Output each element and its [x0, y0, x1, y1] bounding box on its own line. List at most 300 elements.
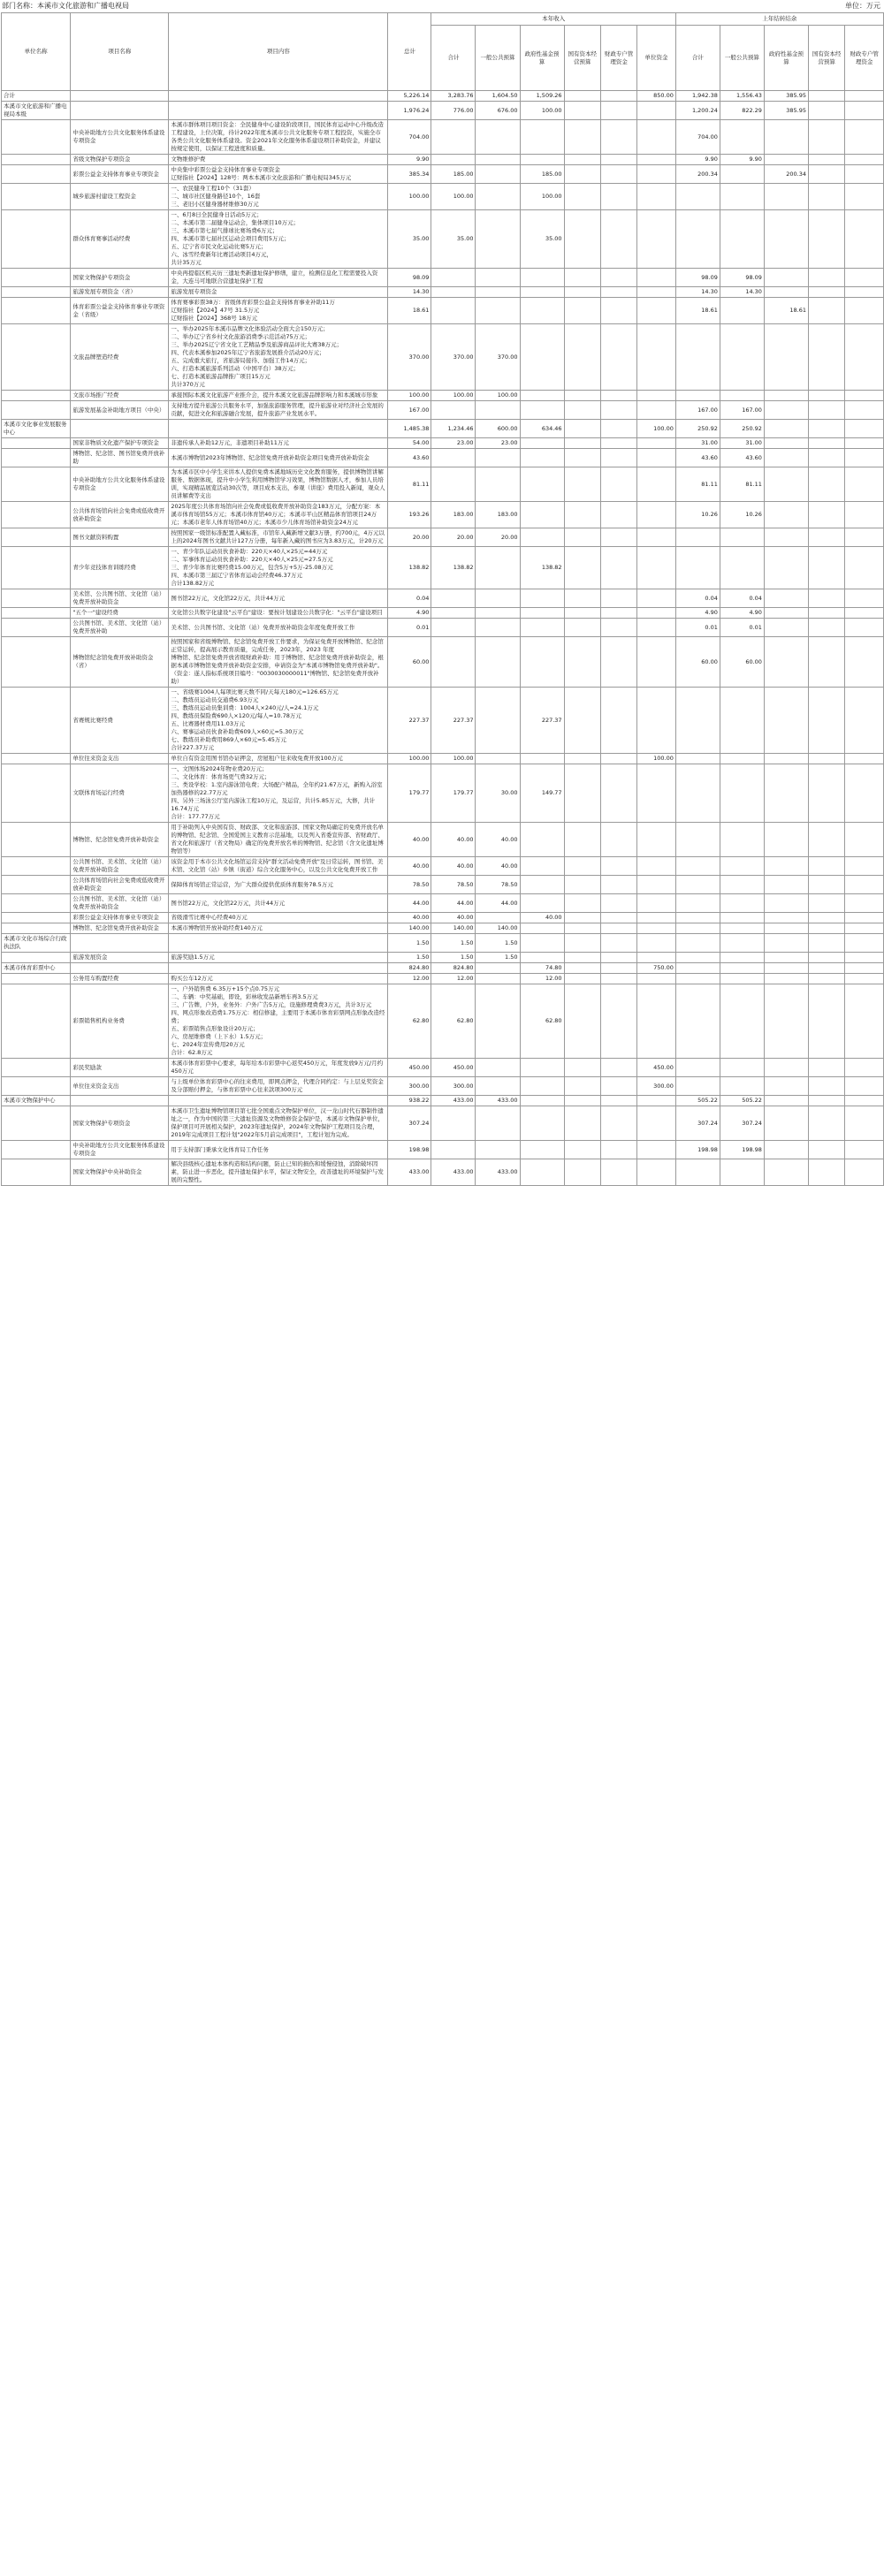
cell-value [808, 528, 844, 547]
table-row [2, 1106, 884, 1141]
table-row [2, 688, 884, 754]
cell-value [476, 467, 520, 502]
cell-value [808, 876, 844, 894]
cell-unit-name [2, 1059, 71, 1077]
cell-unit-name [2, 974, 71, 984]
cell-value [600, 401, 636, 420]
cell-value [764, 1106, 808, 1141]
cell-value [845, 953, 884, 963]
cell-value: 300.00 [388, 1077, 431, 1096]
cell-value [808, 184, 844, 210]
cell-value [600, 754, 636, 764]
cell-value [808, 324, 844, 391]
cell-value: 824.80 [388, 963, 431, 974]
cell-value: 505.22 [720, 1096, 764, 1106]
cell-value [476, 974, 520, 984]
cell-unit-name [2, 857, 71, 876]
cell-value: 370.00 [388, 324, 431, 391]
cell-content: 本溪市卫生遗址博物馆项目第七批全国重点文物保护单位，汉一龙山时代石器制作遗址之一，作为中国的第三大遗址资源及文物维修资金保护是，本溪市文物保护单位，保护项目可开展相关保护，2023年遗址保护，2024年文物保护工程项目及合理，2019年完成项目工程计划"2022年5月前完成项目"，工程计划为完成。 [169, 1106, 388, 1141]
cell-value [564, 467, 600, 502]
cell-value [564, 547, 600, 589]
cell-value [845, 102, 884, 120]
cell-value: 1,604.50 [476, 91, 520, 102]
cell-value: 100.00 [388, 754, 431, 764]
cell-value [764, 1159, 808, 1186]
cell-unit-name [2, 269, 71, 287]
cell-value: 62.80 [431, 984, 476, 1059]
cell-value [764, 467, 808, 502]
table-row [2, 420, 884, 438]
cell-value: 1.50 [476, 953, 520, 963]
cell-unit-name [2, 589, 71, 608]
cell-value [808, 502, 844, 528]
cell-unit-name: 本溪市文化市场综合行政执法队 [2, 934, 71, 953]
cell-value [808, 764, 844, 823]
cell-value [720, 876, 764, 894]
col-sub: 国有资本经营预算 [564, 26, 600, 91]
cell-value [637, 688, 676, 754]
cell-value [564, 876, 600, 894]
cell-value: 167.00 [720, 401, 764, 420]
cell-value [564, 823, 600, 857]
cell-value [564, 619, 600, 637]
cell-value [520, 1159, 564, 1186]
cell-content: 文物维修护费 [169, 155, 388, 165]
cell-value [845, 1077, 884, 1096]
cell-value [675, 823, 720, 857]
cell-value: 167.00 [675, 401, 720, 420]
cell-value [845, 502, 884, 528]
cell-value [431, 155, 476, 165]
cell-content: 一、农民健身工程10个（31套） 二、城市社区健身路径10个，16套 三、老旧小区健身器材维修30万元 [169, 184, 388, 210]
cell-value: 250.92 [675, 420, 720, 438]
cell-value [637, 823, 676, 857]
cell-value [600, 934, 636, 953]
cell-content: 一、文图体场2024年物业费20万元； 二、文化体育：体育场更气费32万元； 三、类设学校：1.室内游泳馆电费；大场配户精品，全年约21.67万元，新购入浴室加热器修的22.77万元 四、另外三场泳公厅室内游泳工程10万元，及运营，共计5.85万元，大修，共计16.74万元 合计：177.77万元 [169, 764, 388, 823]
table-row [2, 823, 884, 857]
cell-value [520, 1096, 564, 1106]
cell-value [600, 420, 636, 438]
cell-value: 74.80 [520, 963, 564, 974]
table-row [2, 102, 884, 120]
cell-value [637, 502, 676, 528]
cell-value [476, 210, 520, 269]
table-row [2, 547, 884, 589]
cell-value [845, 984, 884, 1059]
cell-value [431, 1141, 476, 1159]
cell-value [764, 391, 808, 401]
cell-value [764, 184, 808, 210]
cell-value [845, 589, 884, 608]
cell-value [520, 401, 564, 420]
cell-value: 1.50 [431, 934, 476, 953]
cell-value: 9.90 [675, 155, 720, 165]
cell-value [720, 528, 764, 547]
cell-project-name: 公共体育场馆向社会免费或低收费开放补助资金 [71, 876, 169, 894]
cell-value: 40.00 [431, 857, 476, 876]
cell-unit-name [2, 120, 71, 155]
cell-value [476, 298, 520, 324]
cell-value [675, 923, 720, 934]
cell-value [764, 608, 808, 619]
cell-value [720, 688, 764, 754]
cell-value: 14.30 [388, 287, 431, 298]
cell-value: 44.00 [431, 894, 476, 913]
col-sub: 财政专户管理资金 [845, 26, 884, 91]
cell-value [476, 1141, 520, 1159]
cell-value [637, 619, 676, 637]
table-row [2, 1141, 884, 1159]
cell-value: 31.00 [720, 438, 764, 449]
cell-value [637, 391, 676, 401]
cell-value [845, 547, 884, 589]
cell-value [564, 1141, 600, 1159]
table-row [2, 974, 884, 984]
cell-value [845, 467, 884, 502]
cell-value [720, 953, 764, 963]
table-row [2, 298, 884, 324]
cell-value [845, 401, 884, 420]
cell-value [720, 120, 764, 155]
cell-value [637, 324, 676, 391]
cell-project-name: 公务用车购置经费 [71, 974, 169, 984]
cell-value: 100.00 [431, 754, 476, 764]
cell-value [564, 953, 600, 963]
cell-value [520, 953, 564, 963]
cell-value: 704.00 [388, 120, 431, 155]
cell-value [675, 984, 720, 1059]
cell-project-name: 体育彩票公益金支持体育事业专项资金（省级） [71, 298, 169, 324]
cell-value: 62.80 [388, 984, 431, 1059]
cell-value [637, 210, 676, 269]
cell-project-name: 博物馆、纪念馆免费开放补助资金 [71, 923, 169, 934]
table-row [2, 467, 884, 502]
cell-value: 100.00 [637, 754, 676, 764]
cell-project-name [71, 420, 169, 438]
cell-value [845, 438, 884, 449]
cell-value: 35.00 [431, 210, 476, 269]
cell-value [720, 1059, 764, 1077]
table-row [2, 754, 884, 764]
cell-value [808, 1141, 844, 1159]
cell-value [476, 269, 520, 287]
cell-value [845, 1106, 884, 1141]
cell-value [808, 391, 844, 401]
cell-value: 385.95 [764, 102, 808, 120]
cell-value: 98.09 [388, 269, 431, 287]
cell-value: 385.34 [388, 165, 431, 184]
cell-value [600, 894, 636, 913]
cell-value [600, 637, 636, 688]
cell-value [675, 324, 720, 391]
cell-project-name: 单位往来资金支出 [71, 1077, 169, 1096]
cell-value [600, 210, 636, 269]
table-row [2, 637, 884, 688]
cell-unit-name [2, 449, 71, 467]
cell-value [600, 547, 636, 589]
cell-value [520, 1077, 564, 1096]
cell-content: 解决县级核心遗址本体构造和结构问题，防止已知的损伤和缓慢侵蚀，消除破坏因素，防止进一步恶化，提升遗址保护水平，保证文物安全，改善遗址的环境保护与发展的完整性。 [169, 1159, 388, 1186]
cell-value: 676.00 [476, 102, 520, 120]
cell-value [675, 754, 720, 764]
cell-unit-name: 合计 [2, 91, 71, 102]
cell-value [720, 391, 764, 401]
cell-value [808, 857, 844, 876]
cell-content: 旅游发展专项资金 [169, 287, 388, 298]
cell-value: 198.98 [388, 1141, 431, 1159]
cell-value [600, 120, 636, 155]
cell-project-name: 博物馆、纪念馆免费开放补助资金 [71, 823, 169, 857]
cell-value [637, 1141, 676, 1159]
cell-value [564, 449, 600, 467]
cell-value: 138.82 [388, 547, 431, 589]
cell-value [808, 637, 844, 688]
cell-project-name: 省赛规比赛经费 [71, 688, 169, 754]
cell-value [764, 528, 808, 547]
cell-content: 中央集中彩票公益金支持体育事业专项资金 辽财指社【2024】128号：两本本溪市文化旅游和广播电视局345万元 [169, 165, 388, 184]
cell-value [808, 269, 844, 287]
cell-value: 20.00 [476, 528, 520, 547]
cell-unit-name [2, 528, 71, 547]
cell-project-name: 彩票公益金支持体育事业专项资金 [71, 913, 169, 923]
cell-unit-name [2, 184, 71, 210]
table-row [2, 1159, 884, 1186]
cell-value [845, 287, 884, 298]
cell-content: 按照国家一级馆标准配置入藏标准，市馆年入藏新增文献3万册，约700元，4万元以上的2024年图书文献共计127万分册，每年新入藏的图书应为3.83万元，计20万元 [169, 528, 388, 547]
cell-value [808, 420, 844, 438]
cell-content: 文化馆公共数字化建设"云平台"建设：要按计划建设公共数字化："云平台"建设项目 [169, 608, 388, 619]
cell-value [476, 1059, 520, 1077]
cell-value [564, 155, 600, 165]
cell-value [476, 184, 520, 210]
cell-value: 81.11 [675, 467, 720, 502]
cell-value: 750.00 [637, 963, 676, 974]
cell-value [564, 1077, 600, 1096]
cell-value [764, 1077, 808, 1096]
cell-value [600, 269, 636, 287]
cell-value [564, 120, 600, 155]
cell-value: 54.00 [388, 438, 431, 449]
cell-value [675, 894, 720, 913]
cell-value [564, 923, 600, 934]
cell-value [845, 823, 884, 857]
cell-value [675, 913, 720, 923]
cell-value: 1.50 [476, 934, 520, 953]
cell-project-name: 公共图书馆、美术馆、文化馆（站）免费开放补助资金 [71, 894, 169, 913]
cell-value: 1,556.43 [720, 91, 764, 102]
cell-value [720, 984, 764, 1059]
cell-value [764, 155, 808, 165]
cell-value: 20.00 [431, 528, 476, 547]
cell-value [564, 1059, 600, 1077]
cell-value [520, 857, 564, 876]
table-row [2, 120, 884, 155]
cell-value: 185.00 [520, 165, 564, 184]
cell-unit-name [2, 438, 71, 449]
cell-value [431, 608, 476, 619]
cell-value: 0.01 [675, 619, 720, 637]
table-row [2, 502, 884, 528]
col-sub: 合计 [675, 26, 720, 91]
cell-value [637, 984, 676, 1059]
cell-value: 98.09 [720, 269, 764, 287]
cell-project-name: 国家文物保护专项资金 [71, 269, 169, 287]
cell-value: 78.50 [431, 876, 476, 894]
table-row [2, 923, 884, 934]
cell-value [476, 619, 520, 637]
cell-value [845, 619, 884, 637]
cell-value [600, 963, 636, 974]
cell-value [764, 876, 808, 894]
cell-project-name: 省级文物保护专项资金 [71, 155, 169, 165]
cell-value [564, 401, 600, 420]
cell-project-name: 图书文献资料购置 [71, 528, 169, 547]
cell-unit-name [2, 619, 71, 637]
cell-value [720, 823, 764, 857]
cell-value [845, 1059, 884, 1077]
cell-value [600, 155, 636, 165]
cell-value: 62.80 [520, 984, 564, 1059]
cell-value [720, 298, 764, 324]
cell-value [431, 298, 476, 324]
cell-project-name: 城乡旅游村建设工程资金 [71, 184, 169, 210]
cell-value [600, 1106, 636, 1141]
cell-value [764, 420, 808, 438]
table-row [2, 876, 884, 894]
cell-content: 图书馆22万元，文化馆22万元，共计44万元 [169, 589, 388, 608]
cell-unit-name [2, 1159, 71, 1186]
cell-value [431, 619, 476, 637]
cell-value [637, 894, 676, 913]
cell-value [476, 547, 520, 589]
cell-value [600, 923, 636, 934]
cell-value [564, 637, 600, 688]
cell-value [764, 287, 808, 298]
table-row [2, 528, 884, 547]
cell-value: 227.37 [431, 688, 476, 754]
table-row [2, 984, 884, 1059]
cell-value [637, 637, 676, 688]
cell-project-name: 公共图书馆、美术馆、文化馆（站）免费开放补助 [71, 619, 169, 637]
cell-value [808, 102, 844, 120]
cell-value [637, 1106, 676, 1141]
cell-value [520, 823, 564, 857]
cell-value [637, 876, 676, 894]
cell-content: 支持地方提升旅游公共服务水平，加强旅游服务管理，提升旅游业对经济社会发展的贡献，促进文化和旅游融合发展，提升旅游产业发展水平。 [169, 401, 388, 420]
cell-project-name: 文旅品牌塑造经费 [71, 324, 169, 391]
cell-value [637, 449, 676, 467]
col-sub: 政府性基金预算 [520, 26, 564, 91]
cell-value: 44.00 [476, 894, 520, 913]
cell-value [808, 688, 844, 754]
cell-content: 购买公车12万元 [169, 974, 388, 984]
cell-value [845, 894, 884, 913]
cell-value [720, 974, 764, 984]
col-total: 总计 [388, 13, 431, 91]
cell-content: 本溪市体育彩票中心要求，每年给本市彩票中心返奖450万元，年度发放9万元/月约450万元 [169, 1059, 388, 1077]
cell-content: 图书馆22万元，文化馆22万元，共计44万元 [169, 894, 388, 913]
cell-content [169, 1096, 388, 1106]
cell-value [564, 210, 600, 269]
cell-value [637, 155, 676, 165]
cell-value: 300.00 [637, 1077, 676, 1096]
cell-value [564, 528, 600, 547]
cell-project-name: 中央补助地方公共文化服务体系建设专项资金 [71, 467, 169, 502]
cell-value [476, 165, 520, 184]
cell-value [600, 165, 636, 184]
cell-value [600, 449, 636, 467]
cell-content: 2025年度公共体育场馆向社会免费或低收费开放补助资金183万元，分配方案：本溪市体育场馆55万元；本溪市体育馆40万元；本溪市平山区精品体育馆项目24万元；本溪市老年人体育场馆40万元；本溪市少儿体育场馆补助资金24万元 [169, 502, 388, 528]
cell-value [764, 913, 808, 923]
cell-value [600, 913, 636, 923]
cell-value [520, 934, 564, 953]
cell-value [637, 165, 676, 184]
cell-value [564, 298, 600, 324]
cell-value [808, 449, 844, 467]
table-row [2, 619, 884, 637]
cell-unit-name [2, 754, 71, 764]
cell-value [564, 857, 600, 876]
cell-value: 20.00 [388, 528, 431, 547]
cell-content [169, 91, 388, 102]
cell-value [808, 984, 844, 1059]
cell-value [720, 165, 764, 184]
cell-project-name [71, 934, 169, 953]
cell-value: 1.50 [388, 934, 431, 953]
cell-value: 9.90 [720, 155, 764, 165]
cell-value [431, 120, 476, 155]
cell-content: 该资金用于本市公共文化场馆运营支持"群文活动免费开放"及日常运转，图书馆、美术馆、文化馆（站）乡镇（街道）综合文化服务中心，以及公共文化免费开放工作 [169, 857, 388, 876]
cell-content: 一、青少年队运动员伙食补助：220天×40人×25元=44万元 二、军事体育运动员伙食补助：220天×40人×25元=27.5万元 三、青少年体育比赛经费15.00万元，包含5万+5万-25.08万元 四、本溪市第三届辽宁省体育运动会经费46.37万元 合计138.82万元 [169, 547, 388, 589]
cell-unit-name [2, 913, 71, 923]
cell-value [564, 1159, 600, 1186]
cell-value: 433.00 [431, 1096, 476, 1106]
cell-value [675, 857, 720, 876]
cell-value [845, 210, 884, 269]
cell-content [169, 420, 388, 438]
cell-unit-name [2, 637, 71, 688]
cell-value [476, 1106, 520, 1141]
cell-project-name [71, 963, 169, 974]
cell-value [564, 324, 600, 391]
cell-value [637, 923, 676, 934]
cell-value [808, 467, 844, 502]
cell-value [564, 963, 600, 974]
budget-table [1, 12, 884, 1186]
cell-value [675, 974, 720, 984]
cell-value [431, 637, 476, 688]
cell-value [600, 298, 636, 324]
cell-value [845, 876, 884, 894]
cell-value: 40.00 [476, 857, 520, 876]
cell-value [675, 934, 720, 953]
cell-value [476, 963, 520, 974]
cell-value: 100.00 [431, 391, 476, 401]
cell-value: 1.50 [388, 953, 431, 963]
cell-unit-name [2, 467, 71, 502]
cell-value: 370.00 [476, 324, 520, 391]
cell-value [808, 619, 844, 637]
cell-value: 5,226.14 [388, 91, 431, 102]
cell-value [720, 754, 764, 764]
cell-value: 227.37 [388, 688, 431, 754]
cell-value: 78.50 [388, 876, 431, 894]
cell-unit-name [2, 401, 71, 420]
cell-value: 100.00 [520, 102, 564, 120]
cell-value [520, 287, 564, 298]
cell-value [600, 608, 636, 619]
unit-label: 单位：万元 [845, 2, 880, 10]
